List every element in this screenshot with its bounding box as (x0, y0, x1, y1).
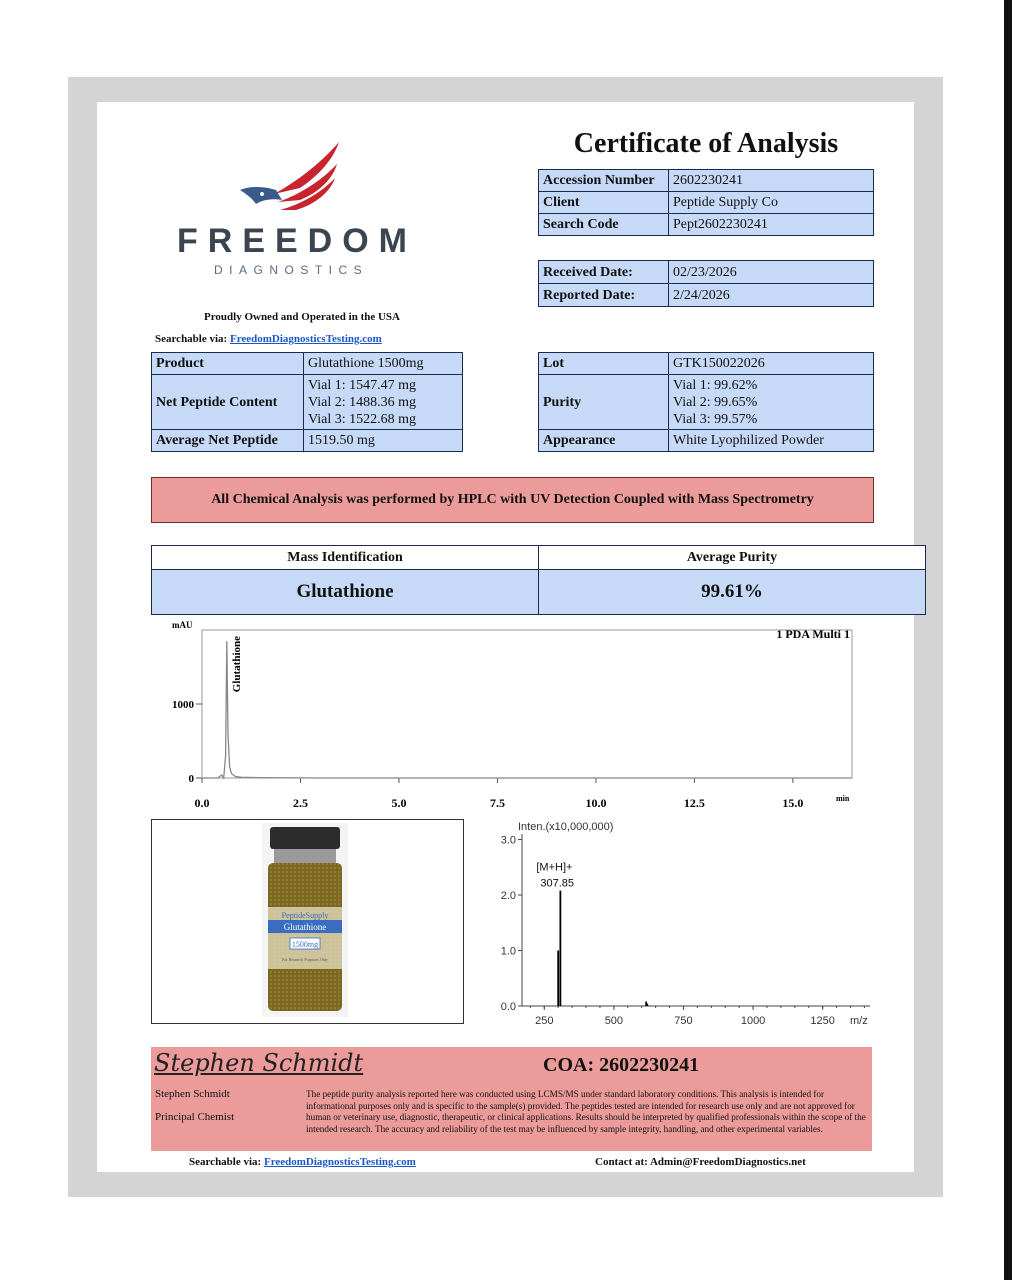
received-value: 02/23/2026 (669, 261, 874, 284)
net-peptide-label: Net Peptide Content (152, 375, 304, 430)
footer-searchable-line (189, 1156, 416, 1168)
hplc-peak-label: Glutathione (231, 636, 243, 693)
ms-y-tick-label: 0.0 (500, 1001, 516, 1013)
client-value: Peptide Supply Co (669, 192, 874, 214)
ms-peak-annotation: 307.85 (540, 877, 575, 890)
hplc-plot-frame (202, 630, 852, 778)
footer-searchable-label: Searchable via: (189, 1156, 262, 1168)
hplc-legend: 1 PDA Multi 1 (776, 627, 850, 641)
hplc-x-tick-label: 7.5 (489, 796, 505, 810)
ms-x-tick-label: 1000 (740, 1015, 766, 1027)
purity-vial-1: Vial 1: 99.62% (673, 377, 758, 393)
accession-table (538, 169, 874, 236)
lot-table (538, 352, 874, 452)
purity-vial-3: Vial 3: 99.57% (673, 411, 758, 427)
hplc-x-tick-label: 2.5 (292, 796, 308, 810)
ms-y-tick-label: 1.0 (500, 945, 516, 958)
brand-tagline: Proudly Owned and Operated in the USA (204, 311, 400, 323)
mass-id-table (151, 545, 926, 615)
contact-line: Contact at: Admin@FreedomDiagnostics.net (595, 1156, 806, 1168)
ms-x-unit: m/z (850, 1015, 868, 1027)
hplc-x-tick-label: 15.0 (782, 796, 804, 810)
product-label: Product (152, 353, 304, 375)
accession-value: 2602230241 (669, 170, 874, 192)
hplc-trace (202, 641, 852, 778)
mass-spectrum (492, 816, 877, 1030)
lot-label: Lot (539, 353, 669, 375)
average-net-peptide-label: Average Net Peptide (152, 430, 304, 452)
method-banner: All Chemical Analysis was performed by HPLC with UV Detection Coupled with Mass Spectrometry (151, 477, 874, 523)
average-purity-value: 99.61% (539, 570, 926, 615)
hplc-y-tick-label: 1000 (172, 699, 194, 711)
disclaimer: The peptide purity analysis reported here was conducted using LCMS/MS under standard laboratory conditions. This analysis is intended for informational purposes only and is specific to the sample(s) provided. The peptides tested are intended for research use only and are not approved for human or veterinary use, diagnostic, therapeutic, or clinical applications. Results should be interpreted by qualified professionals within the scope of the intended research. The accuracy and reliability of the test may be influenced by sample integrity, handling, and other experimental variables. (306, 1089, 866, 1134)
ms-y-tick-label: 2.0 (500, 890, 516, 903)
vial-dose: 1500mg (291, 940, 319, 949)
client-label: Client (539, 192, 669, 214)
hplc-x-tick-label: 5.0 (391, 796, 407, 810)
received-label: Received Date: (539, 261, 669, 284)
reported-value: 2/24/2026 (669, 284, 874, 307)
appearance-label: Appearance (539, 430, 669, 452)
ms-x-tick-label: 1250 (810, 1015, 835, 1027)
searchable-line (155, 333, 382, 345)
product-value: Glutathione 1500mg (304, 353, 463, 375)
searchable-label: Searchable via: (155, 333, 228, 345)
search-code-label: Search Code (539, 214, 669, 236)
hplc-x-tick-label: 0.0 (194, 796, 210, 810)
ms-x-tick-label: 750 (674, 1015, 693, 1027)
ms-x-tick-label: 250 (535, 1015, 554, 1027)
dates-table (538, 260, 874, 307)
ms-ion-annotation: [M+H]+ (536, 861, 573, 874)
mass-id-value: Glutathione (152, 570, 539, 615)
vial-fine-print: For Research Purposes Only (282, 957, 328, 962)
vial-brand: PeptideSupply (281, 911, 329, 920)
vial-image (262, 823, 348, 1017)
purity-vial-2: Vial 2: 99.65% (673, 394, 758, 410)
page-title: Certificate of Analysis (573, 128, 839, 159)
flag-logo-icon (238, 142, 342, 214)
average-purity-label: Average Purity (539, 546, 926, 570)
search-code-value: Pept2602230241 (669, 214, 874, 236)
reported-label: Reported Date: (539, 284, 669, 307)
brand-subtitle: DIAGNOSTICS (214, 263, 369, 277)
hplc-y-tick-label: 0 (188, 773, 194, 785)
ms-y-label: Inten.(x10,000,000) (518, 821, 614, 833)
ms-y-tick-label: 3.0 (500, 834, 516, 847)
ms-x-tick-label: 500 (604, 1015, 624, 1027)
footer-searchable-link[interactable]: FreedomDiagnosticsTesting.com (263, 1156, 416, 1168)
net-peptide-vial-1: Vial 1: 1547.47 mg (308, 377, 417, 393)
average-net-peptide-value: 1519.50 mg (304, 430, 463, 452)
net-peptide-vial-2: Vial 2: 1488.36 mg (308, 394, 417, 410)
mass-id-label: Mass Identification (152, 546, 539, 570)
product-table (151, 352, 463, 452)
signer-role: Principal Chemist (155, 1111, 235, 1123)
accession-label: Accession Number (539, 170, 669, 192)
vial-product-name: Glutathione (283, 922, 327, 932)
signature: Stephen Schmidt (154, 1049, 364, 1077)
purity-label: Purity (539, 375, 669, 430)
appearance-value: White Lyophilized Powder (669, 430, 874, 452)
lot-value: GTK150022026 (669, 353, 874, 375)
hplc-x-tick-label: 12.5 (683, 796, 705, 810)
net-peptide-vial-3: Vial 3: 1522.68 mg (308, 411, 417, 427)
hplc-chromatogram (150, 618, 862, 814)
hplc-y-unit: mAU (172, 620, 193, 630)
brand-name: FREEDOM (177, 222, 417, 260)
purity-values (669, 375, 874, 430)
coa-number: COA: 2602230241 (543, 1054, 700, 1076)
hplc-x-unit: min (836, 794, 850, 803)
screen-edge (1004, 0, 1012, 1280)
hplc-x-tick-label: 10.0 (585, 796, 607, 810)
net-peptide-values (304, 375, 463, 430)
signer-name: Stephen Schmidt (155, 1088, 230, 1100)
searchable-link[interactable]: FreedomDiagnosticsTesting.com (229, 333, 382, 345)
